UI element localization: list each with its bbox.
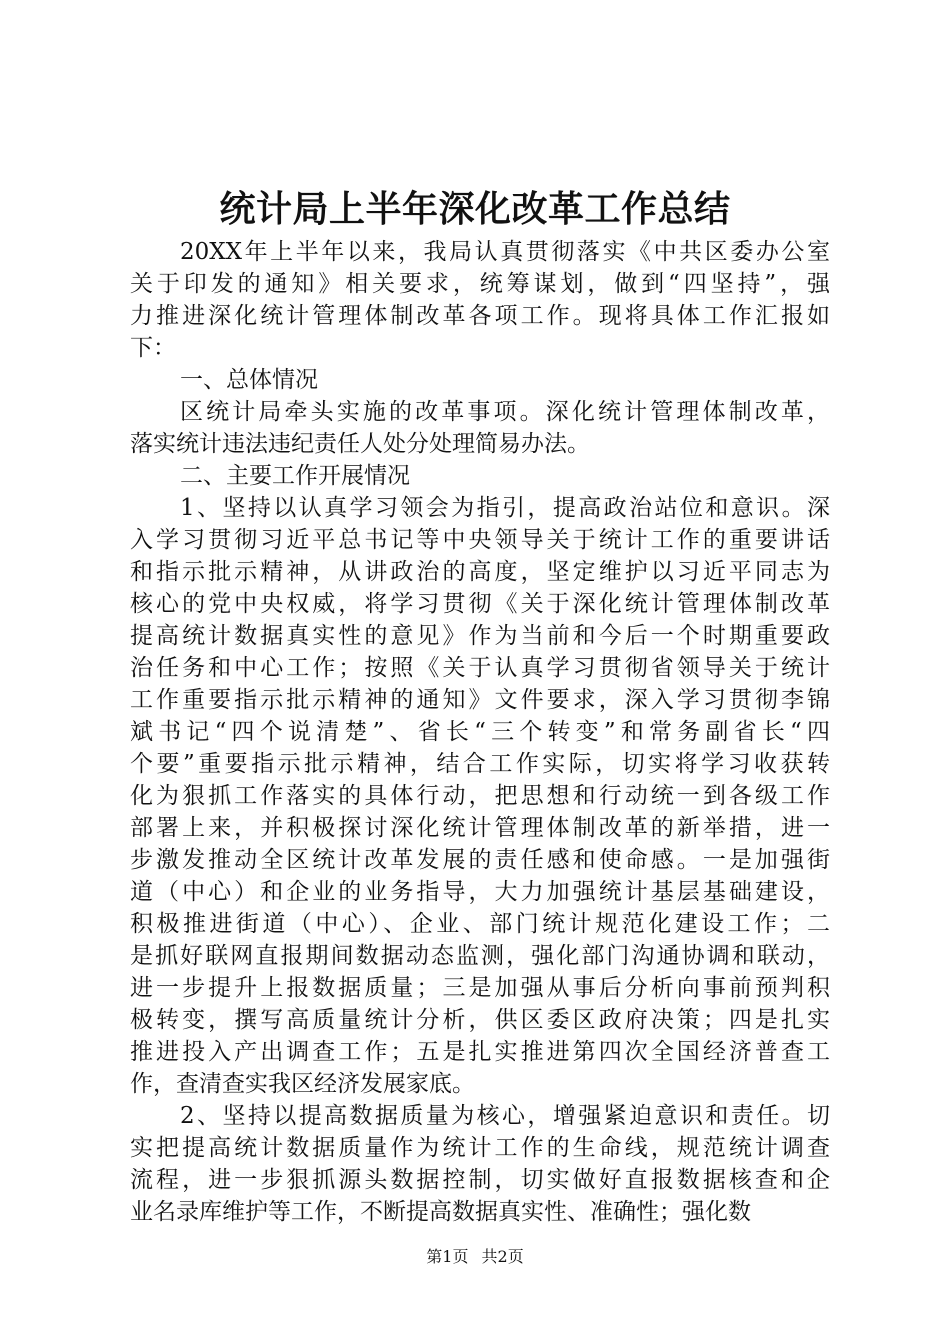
paragraph-line: 核心的党中央权威，将学习贯彻《关于深化统计管理体制改革 [130, 591, 830, 617]
paragraph-line: 斌书记“四个说清楚”、省长“三个转变”和常务副省长“四 [130, 719, 830, 745]
paragraph-line: 工作重要指示批示精神的通知》文件要求，深入学习贯彻李锦 [130, 687, 830, 713]
document-title: 统计局上半年深化改革工作总结 [219, 189, 731, 230]
paragraph-line: 步激发推动全区统计改革发展的责任感和使命感。一是加强街 [130, 847, 830, 873]
paragraph-line: 流程，进一步狠抓源头数据控制，切实做好直报数据核查和企 [130, 1167, 830, 1193]
paragraph-line: 积极推进街道（中心）、企业、部门统计规范化建设工作；二 [130, 911, 830, 937]
paragraph-line: 力推进深化统计管理体制改革各项工作。现将具体工作汇报如 [130, 303, 830, 329]
paragraph-line: 实把提高统计数据质量作为统计工作的生命线，规范统计调查 [130, 1135, 830, 1161]
paragraph [130, 492, 830, 1100]
paragraph-line: 1、坚持以认真学习领会为指引，提高政治站位和意识。深 [180, 495, 830, 521]
paragraph-line: 化为狠抓工作落实的具体行动，把思想和行动统一到各级工作 [130, 783, 830, 809]
page-number-current: 第1页 [426, 1247, 469, 1266]
page-footer [0, 1246, 950, 1268]
paragraph-line: 落实统计违法违纪责任人处分处理简易办法。 [130, 431, 590, 457]
paragraph-line: 二、主要工作开展情况 [180, 463, 410, 489]
document-body [130, 236, 830, 1228]
paragraph-line: 个要”重要指示批示精神，结合工作实际，切实将学习收获转 [130, 751, 830, 777]
paragraph [130, 396, 830, 460]
paragraph-line: 提高统计数据真实性的意见》作为当前和今后一个时期重要政 [130, 623, 830, 649]
paragraph-line: 和指示批示精神，从讲政治的高度，坚定维护以习近平同志为 [130, 559, 830, 585]
paragraph [130, 460, 830, 492]
paragraph-line: 业名录库维护等工作，不断提高数据真实性、准确性；强化数 [130, 1199, 751, 1225]
paragraph-line: 推进投入产出调查工作；五是扎实推进第四次全国经济普查工 [130, 1039, 830, 1065]
paragraph [130, 236, 830, 364]
paragraph [130, 364, 830, 396]
paragraph-line: 作，查清查实我区经济发展家底。 [130, 1071, 475, 1097]
paragraph [130, 1100, 830, 1228]
paragraph-line: 入学习贯彻习近平总书记等中央领导关于统计工作的重要讲话 [130, 527, 830, 553]
paragraph-line: 治任务和中心工作；按照《关于认真学习贯彻省领导关于统计 [130, 655, 830, 681]
paragraph-line: 2、坚持以提高数据质量为核心，增强紧迫意识和责任。切 [180, 1103, 830, 1129]
page-number-total: 共2页 [481, 1247, 524, 1266]
paragraph-line: 道（中心）和企业的业务指导，大力加强统计基层基础建设， [130, 879, 830, 905]
paragraph-line: 一、总体情况 [180, 367, 318, 393]
paragraph-line: 20XX年上半年以来，我局认真贯彻落实《中共区委办公室 [180, 239, 830, 265]
paragraph-line: 区统计局牵头实施的改革事项。深化统计管理体制改革， [180, 399, 830, 425]
paragraph-line: 进一步提升上报数据质量；三是加强从事后分析向事前预判积 [130, 975, 830, 1001]
paragraph-line: 部署上来，并积极探讨深化统计管理体制改革的新举措，进一 [130, 815, 830, 841]
paragraph-line: 下： [130, 335, 176, 361]
paragraph-line: 关于印发的通知》相关要求，统筹谋划，做到“四坚持”，强 [130, 271, 830, 297]
paragraph-line: 是抓好联网直报期间数据动态监测，强化部门沟通协调和联动， [130, 943, 830, 969]
paragraph-line: 极转变，撰写高质量统计分析，供区委区政府决策；四是扎实 [130, 1007, 830, 1033]
